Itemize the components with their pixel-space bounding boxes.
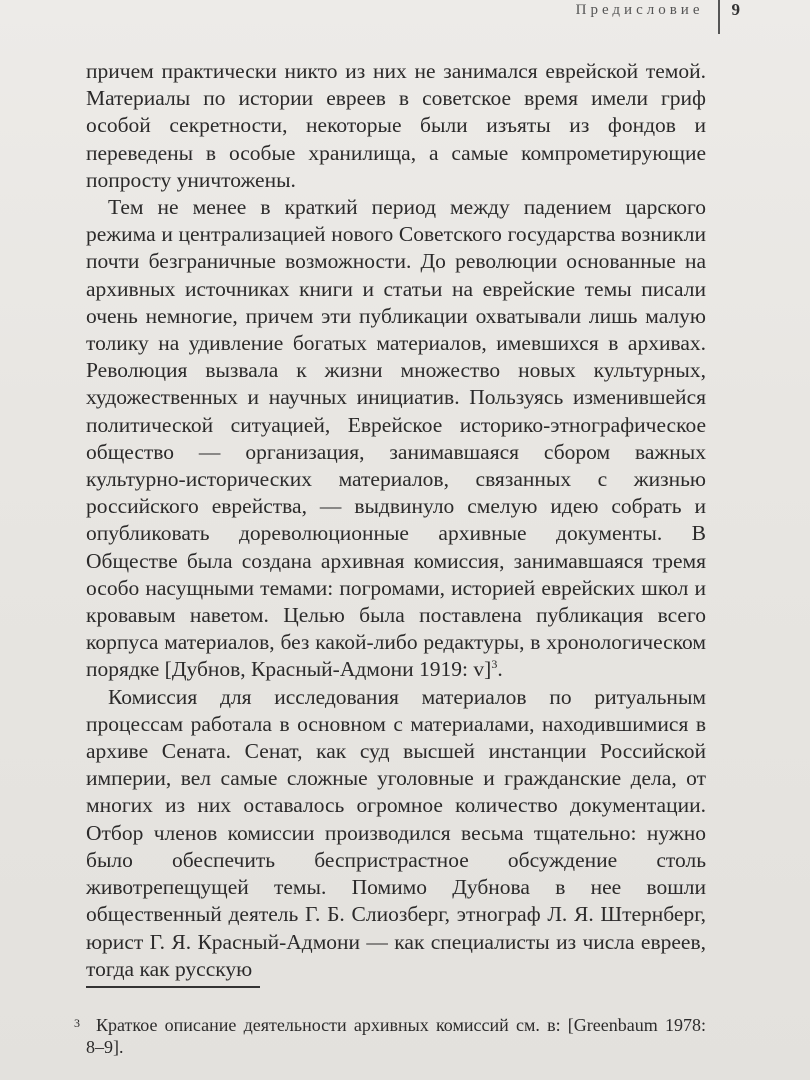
- paragraph-1-text: причем практически никто из них не занимался еврейской темой. Материалы по истории евреев в советское время имели гриф особой секретности, некоторые были изъяты из фондов и переведены в особые хранилища, а самые компрометирующие попросту уничтожены.: [86, 59, 706, 192]
- header-divider: [718, 0, 720, 34]
- main-text: [86, 58, 706, 983]
- running-header: [576, 0, 810, 32]
- footnote: [74, 1014, 706, 1058]
- footnote-divider: [86, 986, 260, 988]
- running-title: Предисловие: [575, 2, 704, 18]
- paragraph-2: Тем не менее в краткий период между падением царского режима и централизацией нового Советского государства возникли почти безграничные возможности. До революции основанные на архивных источниках книги и статьи на еврейские темы писали очень немногие, причем эти публикации охватывали лишь малую толику на удивление богатых материалов, имевшихся в архивах. Революция вызвала к жизни множество новых культурных, художественных и научных инициатив. Пользуясь изменившейся политической ситуацией, Еврейское историко-этнографическое общество — организация, занимавшаяся сбором важных культурно-исторических материалов, связанных с жизнью российского еврейства, — выдвинуло смелую идею собрать и опубликовать дореволюционные архивные документы. В Обществе была создана архивная комиссия, занимавшаяся тремя особо насущными темами: погромами, историей еврейских школ и кровавым наветом. Целью была поставлена публикация всего корпуса материалов, без какой-либо редактуры, в хронологическом порядке [Дубнов, Красный-Адмони 1919: v]$^3$.: [86, 195, 706, 682]
- footnote-reference[interactable]: 3: [491, 657, 498, 672]
- footnote-number: 3: [74, 1016, 80, 1030]
- paragraph-1: [86, 58, 706, 194]
- paragraph-3-text: Комиссия для исследования материалов по ритуальным процессам работала в основном с материалами, находившимися в архиве Сената. Сенат, как суд высшей инстанции Российской империи, вел самые сложные уголовные и гражданские дела, от многих из них оставалось огромное количество документации. Отбор членов комиссии производился весьма тщательно: нужно было обеспечить беспристрастное обсуждение столь животрепещущей темы. Помимо Дубнова в нее вошли общественный деятель Г. Б. Слиозберг, этнограф Л. Я. Штернберг, юрист Г. Я. Красный-Адмони — как специалисты из числа евреев, тогда как русскую: [86, 684, 706, 981]
- footnote-text: Краткое описание деятельности архивных комиссий см. в: [Greenbaum 1978: 8–9].: [86, 1015, 706, 1057]
- paragraph-2-text: Тем не менее в краткий период между падением царского режима и централизацией нового Советского государства возникли почти безграничные возможности. До революции основанные на архивных источниках книги и статьи на еврейские темы писали очень немногие, причем эти публикации охватывали лишь малую толику на удивление богатых материалов, имевшихся в архивах. Революция вызвала к жизни множество новых культурных, художественных и научных инициатив. Пользуясь изменившейся политической ситуацией, Еврейское историко-этнографическое общество — организация, занимавшаяся сбором важных культурно-исторических материалов, связанных с жизнью российского еврейства, — выдвинуло смелую идею собрать и опубликовать дореволюционные архивные документы. В Обществе была создана архивная комиссия, занимавшаяся тремя особо насущными темами: погромами, историей еврейских школ и кровавым наветом. Целью была поставлена публикация всего корпуса материалов, без какой-либо редактуры, в хронологическом порядке [Дубнов, Красный-Адмони 1919: v]: [86, 195, 706, 682]
- page-number: 9: [731, 0, 740, 19]
- paragraph-3: [86, 684, 706, 983]
